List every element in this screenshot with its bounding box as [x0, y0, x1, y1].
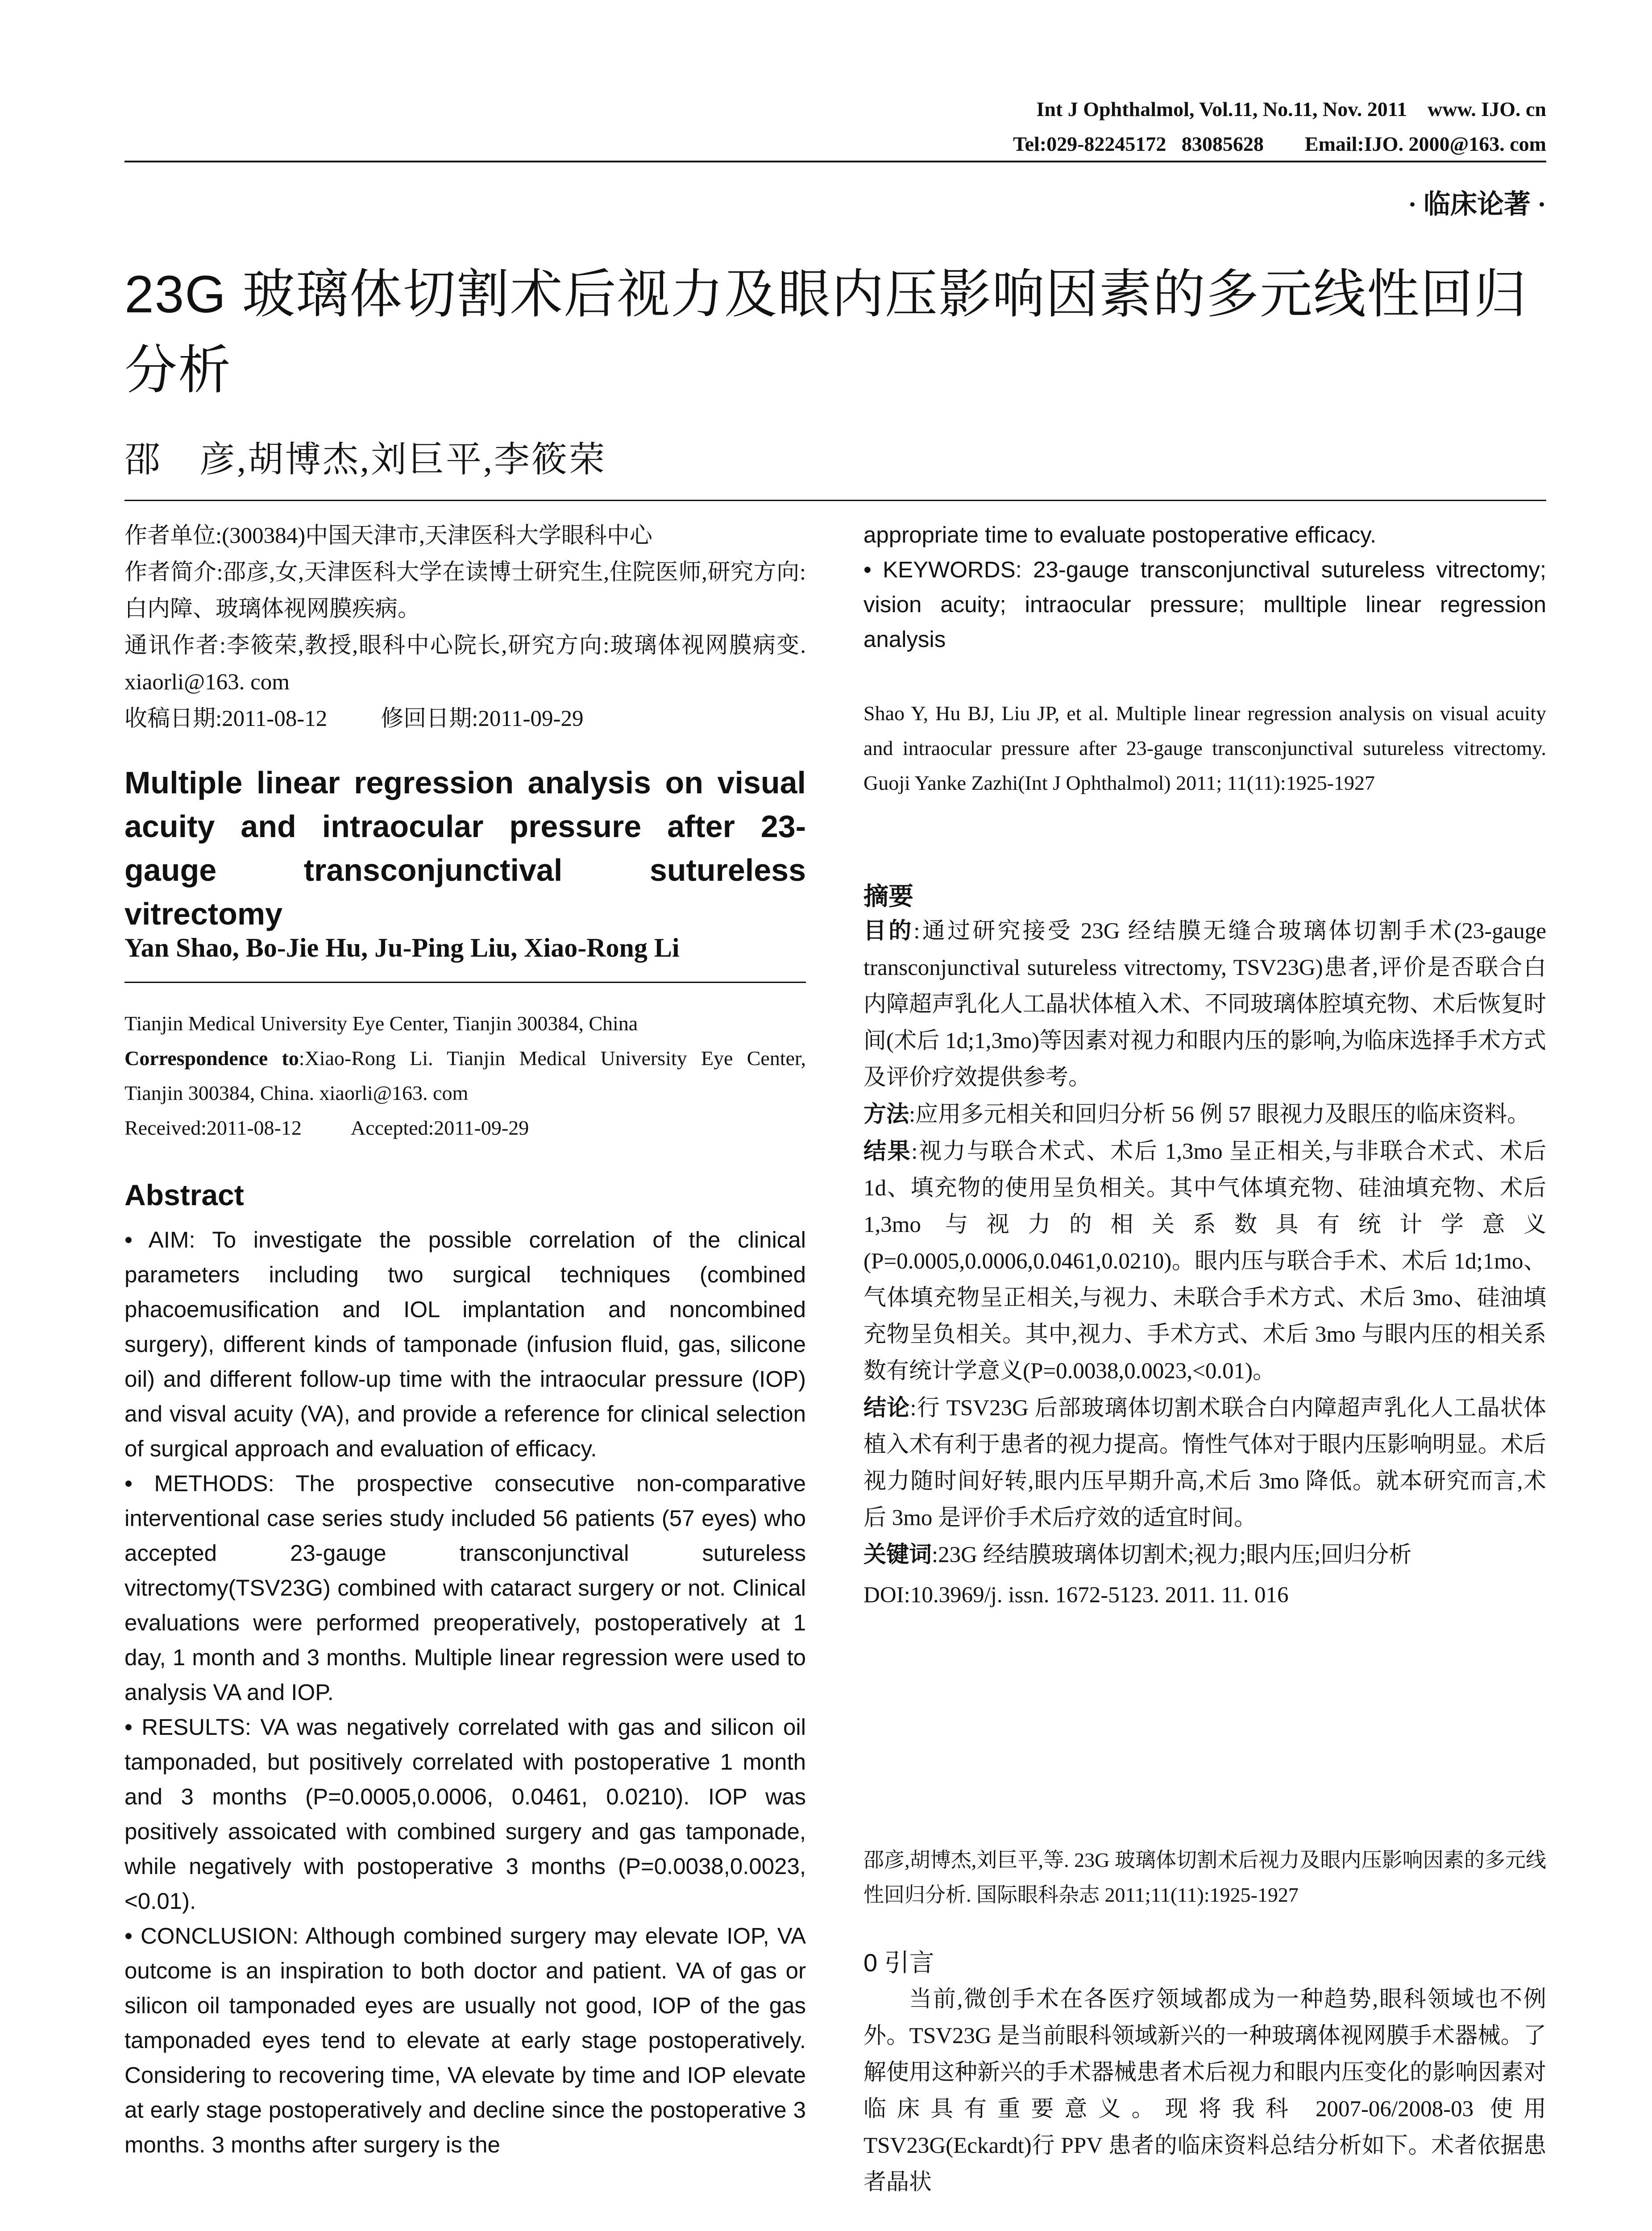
- title-en: Multiple linear regression analysis on visual acuity and intraocular pressure after 23-gauge transconjunctival sutureless vitrectomy: [125, 765, 806, 931]
- journal-header-line1: Int J Ophthalmol, Vol.11, No.11, Nov. 2011 www. IJO. cn: [1036, 98, 1546, 120]
- methods-label: 方法: [863, 1101, 909, 1127]
- citation-en: Shao Y, Hu BJ, Liu JP, et al. Multiple linear regression analysis on visual acuity and intraocular pressure after 23-gauge transconjunctival sutureless vitrectomy. Guoji Yanke Zazhi(Int J Ophthalmol) 2011; 11(11):1925-1927: [863, 702, 1546, 794]
- abstract-heading: Abstract: [125, 1178, 244, 1211]
- author-bio: 作者简介:邵彦,女,天津医科大学在读博士研究生,住院医师,研究方向:白内障、玻璃体视网膜疾病。: [125, 560, 806, 622]
- keywords-cn: 关键词:23G 经结膜玻璃体切割术;视力;眼内压;回归分析: [863, 1542, 1412, 1568]
- affiliation-en: [125, 1006, 806, 1145]
- author-meta: [125, 518, 806, 737]
- title-rule: [125, 500, 1546, 501]
- conclusion-label: 结论: [863, 1395, 910, 1420]
- abstract-cn-heading: 摘要: [863, 882, 913, 910]
- authors-en: Yan Shao, Bo-Jie Hu, Ju-Ping Liu, Xiao-Rong Li: [125, 933, 680, 962]
- abstract-cn: [863, 912, 1546, 1613]
- abstract-continuation: appropriate time to evaluate postoperative efficacy.: [863, 522, 1377, 547]
- journal-header-line2: Tel:029-82245172 83085628 Email:IJO. 2000@163. com: [1013, 133, 1546, 155]
- intro-heading: 0 引言: [863, 1949, 934, 1977]
- abstract-cn-conclusion: 结论:行 TSV23G 后部玻璃体切割术联合白内障超声乳化人工晶状体植入术有利于患者的视力提高。惰性气体对于眼内压影响明显。术后视力随时间好转,眼内压早期升高,术后 3mo 降低。就本研究而言,术后 3mo 是评价手术后疗效的适宜时间。: [863, 1395, 1547, 1530]
- authors-cn: 邵 彦,胡博杰,刘巨平,李筱荣: [125, 440, 606, 480]
- authors-en-rule: [125, 982, 806, 983]
- page-title: 23G 玻璃体切割术后视力及眼内压影响因素的多元线性回归分析: [125, 265, 1527, 400]
- abstract-conclusion: • CONCLUSION: Although combined surgery may elevate IOP, VA outcome is an inspiration to both doctor and patient. VA of gas or silicon oil tamponaded eyes are usually not good, IOP of the gas tamponaded eyes tend to elevate at early stage postoperatively. Considering to recovering time, VA elevate by time and IOP elevate at early stage postoperatively and decline since the postoperative 3 months. 3 months after surgery is the: [125, 1923, 806, 2157]
- abstract-en-continued: [863, 518, 1546, 657]
- abstract-results: • RESULTS: VA was negatively correlated with gas and silicon oil tamponaded, but positively correlated with postoperative 1 month and 3 months (P=0.0005,0.0006, 0.0461, 0.0210). IOP was positively assoicated with combined surgery and gas tamponade, while negatively with postoperative 3 months (P=0.0038,0.0023, <0.01).: [125, 1714, 806, 1914]
- intro-text: 当前,微创手术在各医疗领域都成为一种趋势,眼科领域也不例外。TSV23G 是当前眼科领域新兴的一种玻璃体视网膜手术器械。了解使用这种新兴的手术器械患者术后视力和眼内压变化的影响因素对临床具有重要意义。现将我科 2007-06/2008-03 使用 TSV23G(Eckardt)行 PPV 患者的临床资料总结分析如下。术者依据患者晶状: [863, 1987, 1547, 2195]
- author-unit: 作者单位:(300384)中国天津市,天津医科大学眼科中心: [125, 523, 652, 548]
- received-en: Received:2011-08-12: [125, 1116, 302, 1139]
- keywords-en: • KEYWORDS: 23-gauge transconjunctival sutureless vitrectomy; vision acuity; intraocular pressure; mulltiple linear regression analysis: [863, 557, 1546, 652]
- abstract-cn-results: 结果:视力与联合术式、术后 1,3mo 呈正相关,与非联合术式、术后 1d、填充物的使用呈负相关。其中气体填充物、硅油填充物、术后 1,3mo 与视力的相关系数具有统计学意义(P=0.0005,0.0006,0.0461,0.0210)。眼内压与联合手术、术后 1d;1mo、气体填充物呈正相关,与视力、未联合手术方式、术后 3mo、硅油填充物呈负相关。其中,视力、手术方式、术后 3mo 与眼内压的相关系数有统计学意义(P=0.0038,0.0023,<0.01)。: [863, 1138, 1546, 1384]
- header-rule: [125, 161, 1546, 162]
- abstract-cn-aim: 目的:通过研究接受 23G 经结膜无缝合玻璃体切割手术(23-gauge transconjunctival sutureless vitrectomy, TSV23G)患者,评价是否联合白内障超声乳化人工晶状体植入术、不同玻璃体腔填充物、术后恢复时间(术后 1d;1,3mo)等因素对视力和眼内压的影响,为临床选择手术方式及评价疗效提供参考。: [863, 918, 1547, 1090]
- abstract-en: [125, 1223, 806, 2162]
- correspondence-en: [125, 1041, 806, 1111]
- date-received: 收稿日期:2011-08-12: [125, 706, 328, 731]
- results-label: 结果: [863, 1138, 912, 1164]
- correspondence-text: :Xiao-Rong Li. Tianjin Medical University Eye Center, Tianjin 300384, China. xiaorli@163. com: [125, 1047, 806, 1104]
- accepted-en: Accepted:2011-09-29: [350, 1116, 529, 1139]
- corresponding-author: 通讯作者:李筱荣,教授,眼科中心院长,研究方向:玻璃体视网膜病变. xiaorli@163. com: [125, 633, 806, 695]
- affiliation-line: Tianjin Medical University Eye Center, Tianjin 300384, China: [125, 1012, 638, 1035]
- abstract-aim: • AIM: To investigate the possible correlation of the clinical parameters including two surgical techniques (combined phacoemusification and IOL implantation and noncombined surgery), different kinds of tamponade (infusion fluid, gas, silicone oil) and different follow-up time with the intraocular pressure (IOP) and visval acuity (VA), and provide a reference for clinical selection of surgical approach and evaluation of efficacy.: [125, 1227, 806, 1461]
- aim-label: 目的: [863, 918, 914, 943]
- abstract-methods: • METHODS: The prospective consecutive non-comparative interventional case series study included 56 patients (57 eyes) who accepted 23-gauge transconjunctival sutureless vitrectomy(TSV23G) combined with cataract surgery or not. Clinical evaluations were performed preoperatively, postoperatively at 1 day, 1 month and 3 months. Multiple linear regression were used to analysis VA and IOP.: [125, 1471, 806, 1705]
- dates-en: [125, 1111, 806, 1145]
- keywords-label: 关键词: [863, 1542, 932, 1567]
- section-tag: · 临床论著 ·: [1407, 190, 1546, 219]
- citation-cn: 邵彦,胡博杰,刘巨平,等. 23G 玻璃体切割术后视力及眼内压影响因素的多元线性回归分析. 国际眼科杂志 2011;11(11):1925-1927: [863, 1849, 1546, 1906]
- dates: [125, 701, 806, 737]
- date-revised: 修回日期:2011-09-29: [381, 706, 584, 731]
- doi: DOI:10.3969/j. issn. 1672-5123. 2011. 11. 016: [863, 1583, 1289, 1608]
- correspondence-label: Correspondence to: [125, 1047, 299, 1070]
- abstract-cn-methods: 方法:应用多元相关和回归分析 56 例 57 眼视力及眼压的临床资料。: [863, 1101, 1530, 1127]
